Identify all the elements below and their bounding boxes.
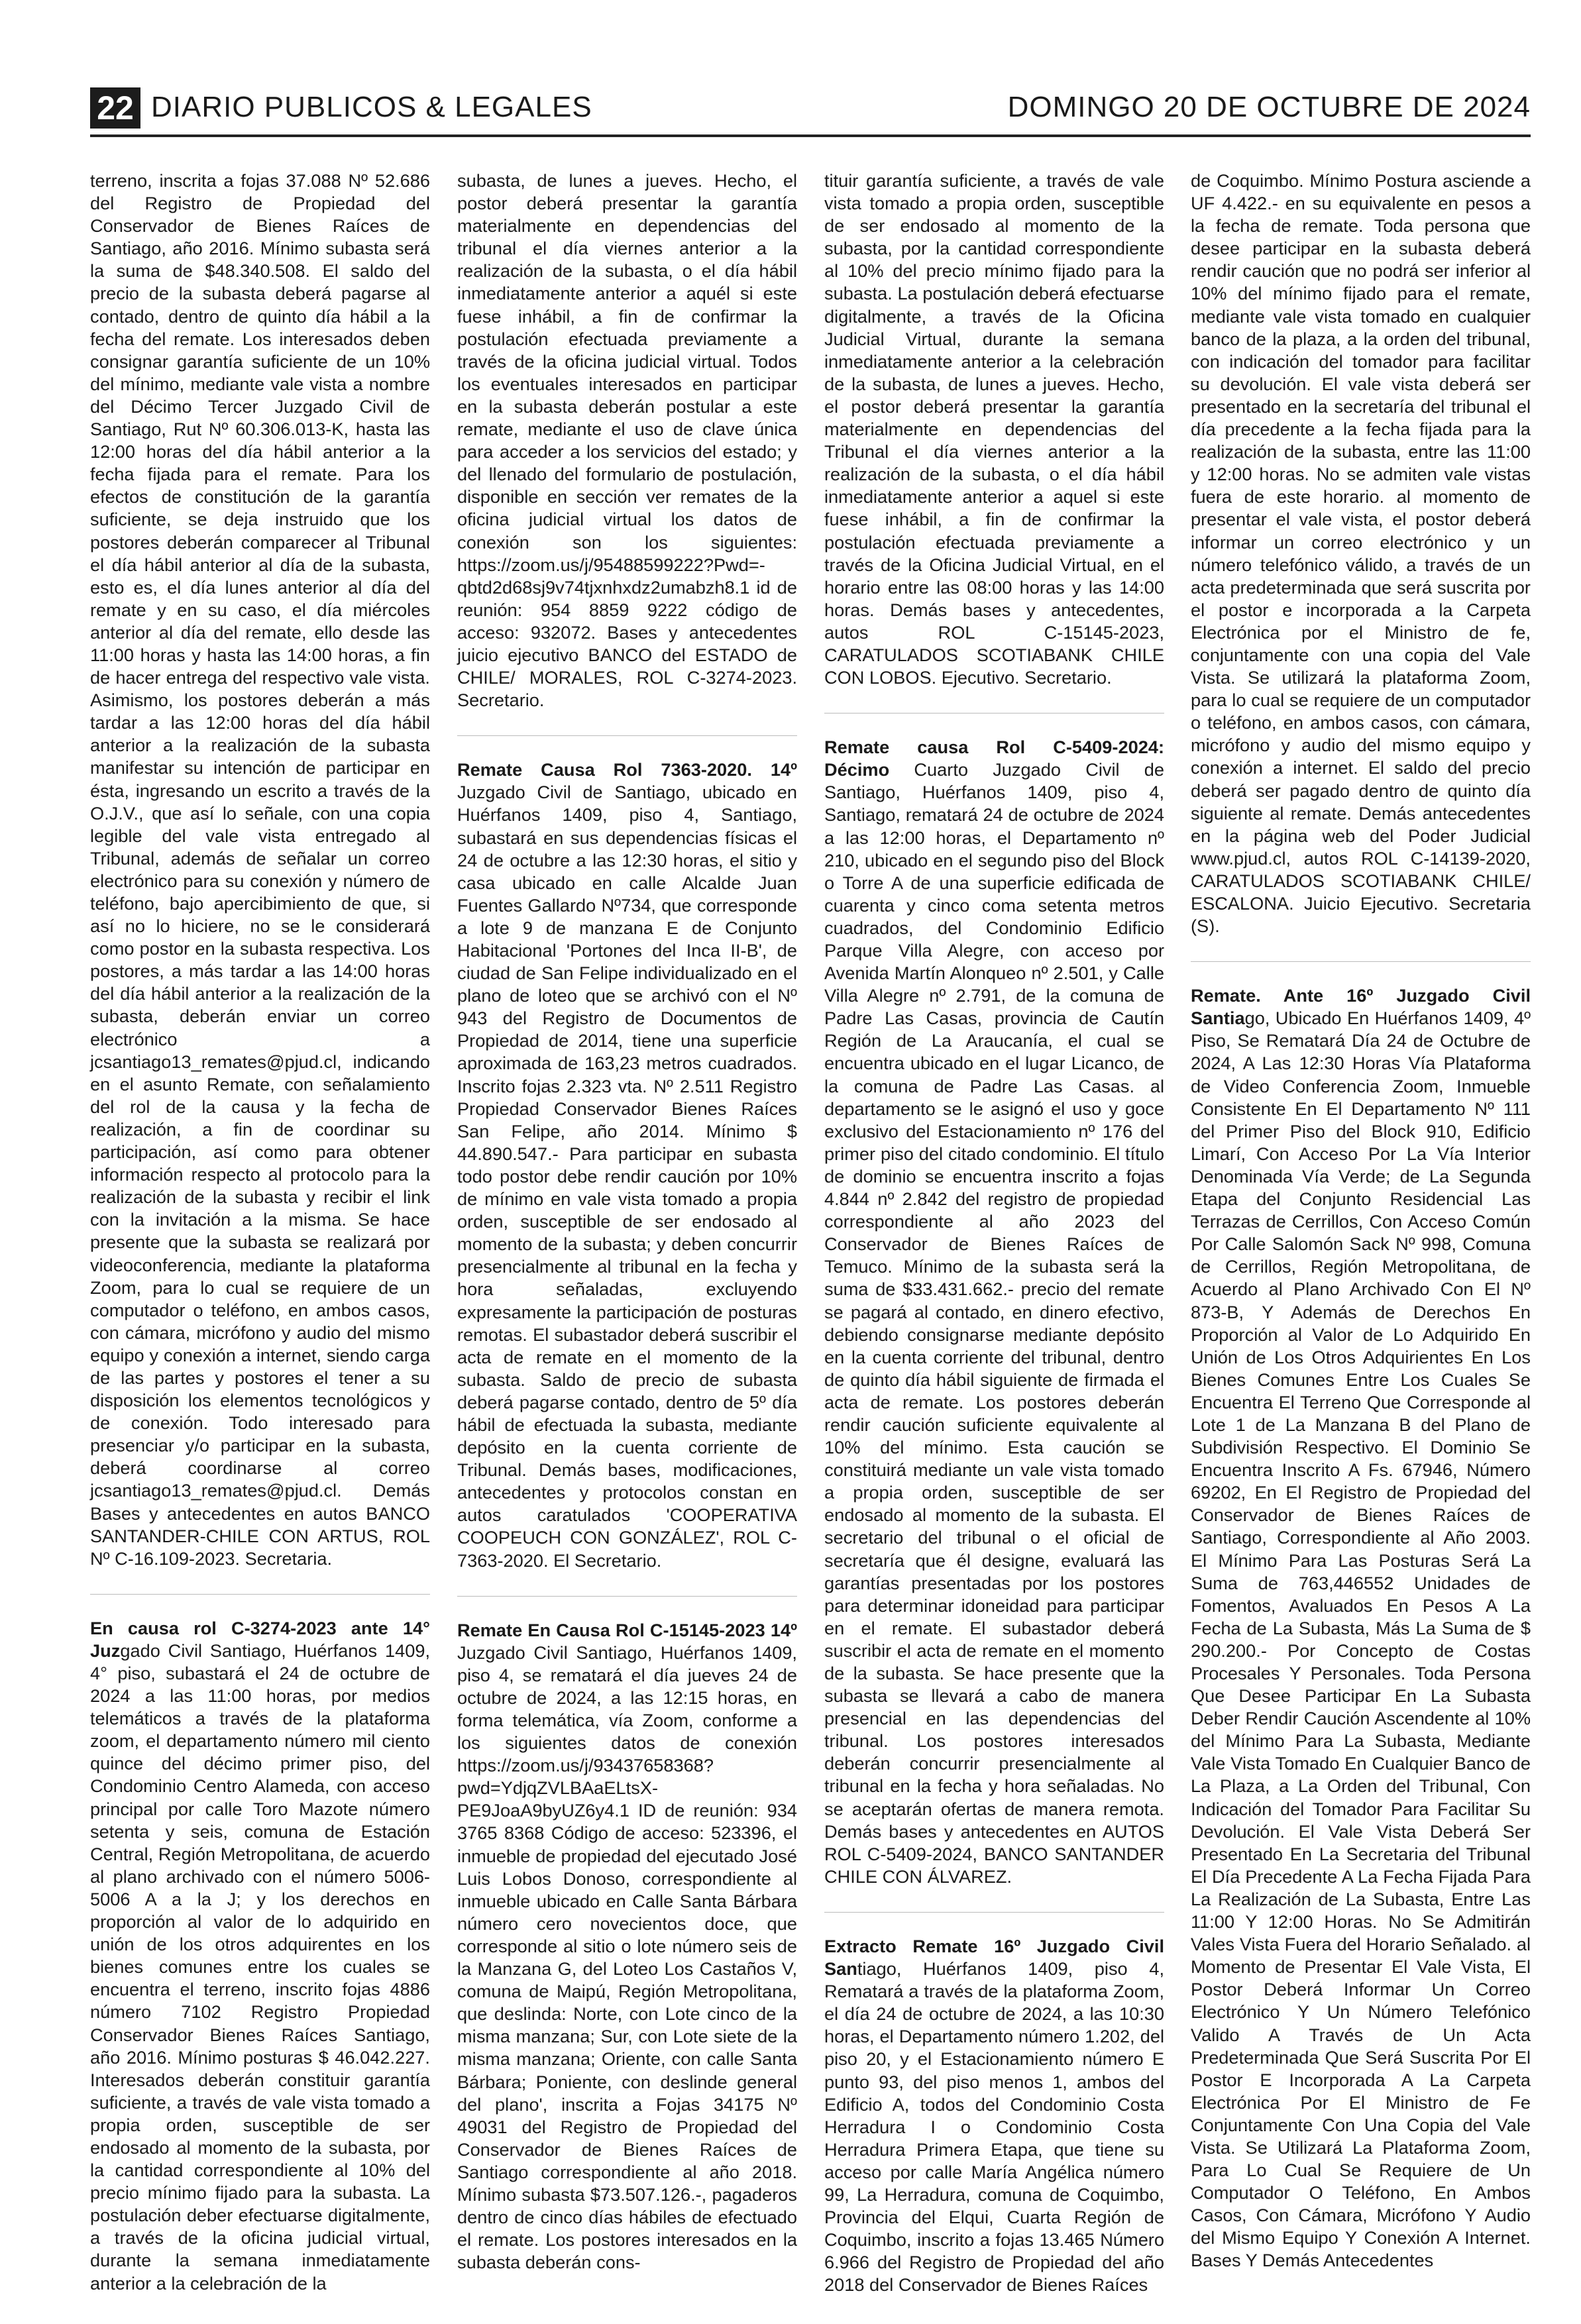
notice-body: Juzgado Civil Santiago, Huérfanos 1409, piso 4, se rematará el día jueves 24 de octubre de 2024, a las 12:15 horas, en forma telemática, vía Zoom, conforme a los siguientes datos de conexión https://zoom.us/j/93437658368?pwd=YdjqZVLBAaELtsX-PE9JoaA9byUZ6y4.1 ID de reunión: 934 3765 8368 Código de acceso: 523396, el inmueble de propiedad del ejecutado José Luis Lobos Donoso, correspondiente al inmueble ubicado en Calle Santa Bárbara número cero novecientos doce, que corresponde al sitio o lote número seis de la Manzana G, del Loteo Los Castaños V, comuna de Maipú, Región Metropolitana, que deslinda: Norte, con Lote cinco de la misma manzana; Sur, con Lote siete de la misma manzana; Oriente, con calle Santa Bárbara; Poniente, con deslinde general del plano', inscrita a Fojas 34175 Nº 49031 del Registro de Propiedad del Conservador de Bienes Raíces de Santiago correspondiente al año 2018. Mínimo subasta $73.507.126.-, pagaderos dentro de cinco días hábiles de efectuado el remate. Los postores interesados en la subasta deberán cons- xyxy=(457,1642,797,2273)
notices-columns xyxy=(90,170,1531,2296)
legal-notice xyxy=(824,713,1164,1888)
notice-lead: Remate causa Rol C-5409-2024: Décimo xyxy=(824,737,1164,780)
legal-notice: de Coquimbo. Mínimo Postura asciende a UF 4.422.- en su equivalente en pesos a la fecha de remate. Toda persona que desee participar en la subasta deberá rendir caución que no podrá ser inferior al 10% del mínimo fijado para el remate, mediante vale vista tomado en cualquier banco de la plaza, a la orden del tribunal, con indicación del tomador para facilitar su devolución. El vale vista deberá ser presentado en la secretaría del tribunal el día precedente a la fecha fijada para la realización de la subasta, entre las 11:00 y 12:00 horas. No se admiten vale vistas fuera de este horario. al momento de presentar el vale vista, el postor deberá informar un correo electrónico y un número telefónico válido, a través de un acta predeterminada que será suscrita por el postor e incorporada a la Carpeta Electrónica por el Ministro de fe, conjuntamente con una copia del Vale Vista. Se utilizará la plataforma Zoom, para lo cual se requiere de un computador o teléfono, en ambos casos, con cámara, micrófono y audio del mismo equipo y conexión a internet. El saldo del precio deberá ser pagado dentro de quinto día siguiente al remate. Demás antecedentes en la página web del Poder Judicial www.pjud.cl, autos ROL C-14139-2020, CARATULADOS SCOTIABANK CHILE/ ESCALONA. Juicio Ejecutivo. Secretaria (S). xyxy=(1191,170,1531,937)
notice-body: gado Civil Santiago, Huérfanos 1409, 4° piso, subastará el 24 de octubre de 2024 a las 11:00 horas, por medios telemáticos a través de la plataforma zoom, el departamento número mil ciento quince del décimo primer piso, del Condominio Centro Alameda, con acceso principal por calle Toro Mazote número setenta y seis, comuna de Estación Central, Región Metropolitana, de acuerdo al plano archivado con el número 5006-5006 A a la J; y los derechos en proporción al valor de lo adquirido en unión de los otros adquirentes en los bienes comunes entre los cuales se encuentra el terreno, inscrito fojas 4886 número 7102 Registro Propiedad Conservador Bienes Raíces Santiago, año 2016. Mínimo posturas $ 46.042.227. Interesados deberán constituir garantía suficiente, a través de vale vista tomado a propia orden, susceptible de ser endosado al momento de la subasta, por la cantidad correspondiente al 10% del precio mínimo fijado para la subasta. La postulación deber efectuarse digitalmente, a través de la oficina judicial virtual, durante la semana inmediatamente anterior a la celebración de la xyxy=(90,1640,430,2294)
header-rule xyxy=(90,134,1531,137)
page-header xyxy=(90,85,1531,131)
notice-body: Cuarto Juzgado Civil de Santiago, Huérfanos 1409, piso 4, Santiago, rematará 24 de octubre de 2024 a las 12:00 horas, el Departamento nº 210, ubicado en el segundo piso del Block o Torre A de una superficie edificada de cuarenta y cinco coma setenta metros cuadrados, del Condominio Edificio Parque Villa Alegre, con acceso por Avenida Martín Alonqueo nº 2.501, y Calle Villa Alegre nº 2.791, de la comuna de Padre Las Casas, provincia de Cautín Región de La Araucanía, el cual se encuentra ubicado en el lugar Licanco, de la comuna de Padre Las Casas. al departamento se le asignó el uso y goce exclusivo del Estacionamiento nº 176 del primer piso del citado condominio. El título de dominio se encuentra inscrito a fojas 4.844 nº 2.842 del registro de propiedad correspondiente al año 2023 del Conservador de Bienes Raíces de Temuco. Mínimo de la subasta será la suma de $33.431.662.- precio del remate se pagará al contado, en dinero efectivo, debiendo consignarse mediante depósito en la cuenta corriente del tribunal, dentro de quinto día hábil siguiente de firmada el acta de remate. Los postores deberán rendir caución suficiente equivalente al 10% del mínimo. Esta caución se constituirá mediante un vale vista tomado a propia orden, susceptible de ser endosado al momento de la subasta. El secretario del tribunal o el oficial de secretaría que él designe, evaluará las garantías presentadas por los postores para determinar idoneidad para participar en el remate. El subastador deberá suscribir el acta de remate en el momento de la subasta. Se hace presente que la subasta se llevará a cabo de manera presencial en las dependencias del tribunal. Los postores interesados deberán concurrir presencialmente al tribunal en la fecha y hora señaladas. No se aceptarán ofertas de manera remota. Demás bases y antecedentes en AUTOS ROL C-5409-2024, BANCO SANTANDER CHILE CON ÁLVAREZ. xyxy=(824,759,1164,1887)
legal-notice xyxy=(457,1596,797,2274)
notice-lead: En causa rol C-3274-2023 ante 14° Juz xyxy=(90,1617,430,1661)
legal-notice xyxy=(1191,961,1531,2272)
legal-notice: terreno, inscrita a fojas 37.088 Nº 52.686 del Registro de Propiedad del Conservador de Bienes Raíces de Santiago, año 2016. Mínimo subasta será la suma de $48.340.508. El saldo del precio de la subasta deberá pagarse al contado, dentro de quinto día hábil a la fecha del remate. Los interesados deben consignar garantía suficiente de un 10% del mínimo, mediante vale vista a nombre del Décimo Tercer Juzgado Civil de Santiago, Rut Nº 60.306.013-K, hasta las 12:00 horas del día hábil anterior a la fecha fijada para el remate. Para los efectos de constitución de la garantía suficiente, se deja instruido que los postores deberán comparecer al Tribunal el día hábil anterior al día de la subasta, esto es, el día lunes anterior al día del remate y en su caso, el día miércoles anterior al día del remate, ello desde las 11:00 horas y hasta las 14:00 horas, a fin de hacer entrega del respectivo vale vista. Asimismo, los postores deberán a más tardar a las 12:00 horas del día hábil anterior a la realización de la subasta manifestar su intención de participar en ésta, ingresando un escrito a través de la O.J.V., que así lo señale, con una copia legible del vale vista entregado al Tribunal, además de señalar un correo electrónico para su conexión y número de teléfono, bajo apercibimiento de que, si así no lo hiciere, no se le considerará como postor en la subasta respectiva. Los postores, a más tardar a las 14:00 horas del día hábil anterior a la realización de la subasta, deberán enviar un correo electrónico a jcsantiago13_remates@pjud.cl, indicando en el asunto Remate, con señalamiento del rol de la causa y la fecha de realización, a fin de coordinar su participación, así como para obtener información respecto al protocolo para la realización de la subasta y recibir el link con la invitación a la misma. Se hace presente que la subasta se realizará por videoconferencia, mediante la plataforma Zoom, para lo cual se requiere de un computador o teléfono, en ambos casos, con cámara, micrófono y audio del mismo equipo y conexión a internet, siendo carga de las partes y postores el tener a su disposición los elementos tecnológicos y de conexión. Todo interesado para presenciar y/o participar en la subasta, deberá coordinarse al correo jcsantiago13_remates@pjud.cl. Demás Bases y antecedentes en autos BANCO SANTANDER-CHILE CON ARTUS, ROL Nº C-16.109-2023. Secretaria. xyxy=(90,170,430,1569)
legal-notice xyxy=(457,735,797,1571)
notice-lead: Remate. Ante 16º Juzgado Civil Santia xyxy=(1191,985,1531,1029)
page-number: 22 xyxy=(90,87,140,129)
legal-notice xyxy=(90,1594,430,2295)
notice-lead: Remate En Causa Rol C-15145-2023 14º xyxy=(457,1619,797,1640)
column-4 xyxy=(1191,170,1531,2276)
column-2 xyxy=(457,170,797,2276)
notice-body: tiago, Huérfanos 1409, piso 4, Rematará a través de la plataforma Zoom, el día 24 de octubre de 2024, a las 10:30 horas, el Departamento número 1.202, del piso 20, y el Estacionamiento número E punto 93, del piso menos 1, ambos del Edificio A, todos del Condominio Costa Herradura I o Condominio Costa Herradura Primera Etapa, que tiene su acceso por calle María Angélica número 99, La Herradura, comuna de Coquimbo, Provincia del Elqui, Cuarta Región de Coquimbo, inscrito a fojas 13.465 Número 6.966 del Registro de Propiedad del año 2018 del Conservador de Bienes Raíces xyxy=(824,1958,1164,2296)
legal-notice xyxy=(824,1912,1164,2297)
legal-notice: subasta, de lunes a jueves. Hecho, el postor deberá presentar la garantía materialmente en dependencias del tribunal el día viernes anterior a la realización de la subasta, o el día hábil inmediatamente anterior a aquél si este fuese inhábil, a fin de confirmar la postulación efectuada previamente a través de la oficina judicial virtual. Todos los eventuales interesados en participar en la subasta deberán postular a este remate, mediante el uso de clave única para acceder a los servicios del estado; y del llenado del formulario de postulación, disponible en sección ver remates de la oficina judicial virtual los datos de conexión son los siguientes: https://zoom.us/j/95488599222?Pwd=-qbtd2d68sj9v74tjxnhxdz2umabzh8.1 id de reunión: 954 8859 9222 código de acceso: 932072. Bases y antecedentes juicio ejecutivo BANCO del ESTADO de CHILE/ MORALES, ROL C-3274-2023. Secretario. xyxy=(457,170,797,711)
notice-body: go, Ubicado En Huérfanos 1409, 4º Piso, Se Rematará Día 24 de Octubre de 2024, A Las 12:30 Horas Vía Plataforma de Video Conferencia Zoom, Inmueble Consistente En El Departamento Nº 111 del Primer Piso del Block 910, Edificio Limarí, Con Acceso Por La Vía Interior Denominada Vía Verde; de La Segunda Etapa del Conjunto Residencial Las Terrazas de Cerrillos, Con Acceso Común Por Calle Salomón Sack Nº 998, Comuna de Cerrillos, Región Metropolitana, de Acuerdo al Plano Archivado Con El Nº 873-B, Y Además de Derechos En Proporción al Valor de Lo Adquirido En Unión de Los Otros Adquirientes En Los Bienes Comunes Entre Los Cuales Se Encuentra El Terreno Que Corresponde al Lote 1 de La Manzana B del Plano de Subdivisión Respectivo. El Dominio Se Encuentra Inscrito A Fs. 67946, Número 69202, En El Registro de Propiedad del Conservador de Bienes Raíces de Santiago, Correspondiente al Año 2003. El Mínimo Para Las Posturas Será La Suma de 763,446552 Unidades de Fomentos, Avaluados En Pesos A La Fecha de La Subasta, Más La Suma de $ 290.200.- Por Concepto de Costas Procesales Y Personales. Toda Persona Que Desee Participar En La Subasta Deber Rendir Caución Ascendente al 10% del Mínimo Para La Subasta, Mediante Vale Vista Tomado En Cualquier Banco de La Plaza, a La Orden del Tribunal, Con Indicación del Tomador Para Facilitar Su Devolución. El Vale Vista Deberá Ser Presentado En La Secretaria del Tribunal El Día Precedente A La Fecha Fijada Para La Realización de La Subasta, Entre Las 11:00 Y 12:00 Horas. No Se Admitirán Vales Vista Fuera del Horario Señalado. al Momento de Presentar El Vale Vista, El Postor Deberá Informar Un Correo Electrónico Y Un Número Telefónico Valido A Través de Un Acta Predeterminada Que Será Suscrita Por El Postor E Incorporada A La Carpeta Electrónica Por El Ministro de Fe Conjuntamente Con Una Copia del Vale Vista. Se Utilizará La Plataforma Zoom, Para Lo Cual Se Requiere de Un Computador O Teléfono, En Ambos Casos, Con Cámara, Micrófono Y Audio del Mismo Equipo Y Conexión A Internet. Bases Y Demás Antecedentes xyxy=(1191,1008,1531,2271)
column-3 xyxy=(824,170,1164,2296)
notice-lead: Extracto Remate 16º Juzgado Civil San xyxy=(824,1935,1164,1980)
notice-body: Juzgado Civil de Santiago, ubicado en Huérfanos 1409, piso 4, Santiago, subastará en sus dependencias físicas el 24 de octubre a las 12:30 horas, el sitio y casa ubicado en calle Alcalde Juan Fuentes Gallardo Nº734, que corresponde a lote 9 de manzana E de Conjunto Habitacional 'Portones del Inca II-B', de ciudad de San Felipe individualizado en el plano de loteo que se archivó con el Nº 943 del Registro de Documentos de Propiedad de 2014, tiene una superficie aproximada de 163,23 metros cuadrados. Inscrito fojas 2.323 vta. Nº 2.511 Registro Propiedad Conservador Bienes Raíces San Felipe, año 2014. Mínimo $ 44.890.547.- Para participar en subasta todo postor debe rendir caución por 10% de mínimo en vale vista tomado a propia orden, susceptible de ser endosado al momento de la subasta; y deben concurrir presencialmente al tribunal en la fecha y hora señaladas, excluyendo expresamente la participación de posturas remotas. El subastador deberá suscribir el acta de remate en el momento de la subasta. Saldo de precio de subasta deberá pagarse contado, dentro de 5º día hábil de efectuada la subasta, mediante depósito en la cuenta corriente de Tribunal. Demás bases, modificaciones, antecedentes y protocolos constan en autos caratulados 'COOPERATIVA COOPEUCH CON GONZÁLEZ', ROL C-7363-2020. El Secretario. xyxy=(457,782,797,1571)
publication-title: DIARIO PUBLICOS & LEGALES xyxy=(151,91,592,123)
column-1 xyxy=(90,170,430,2294)
notice-lead: Remate Causa Rol 7363-2020. 14º xyxy=(457,759,797,780)
publication-date: DOMINGO 20 DE OCTUBRE DE 2024 xyxy=(1007,91,1531,123)
legal-notice: tituir garantía suficiente, a través de vale vista tomado a propia orden, susceptible de ser endosado al momento de la subasta, por la cantidad correspondiente al 10% del precio mínimo fijado para la subasta. La postulación deberá efectuarse digitalmente, a través de la Oficina Judicial Virtual, durante la semana inmediatamente anterior a la celebración de la subasta, de lunes a jueves. Hecho, el postor deberá presentar la garantía materialmente en dependencias del Tribunal el día viernes anterior a la realización de la subasta, o el día hábil inmediatamente anterior a aquel si este fuese inhábil, a fin de confirmar la postulación efectuada previamente a través de la Oficina Judicial Virtual, en el horario entre las 08:00 horas y las 14:00 horas. Demás bases y antecedentes, autos ROL C-15145-2023, CARATULADOS SCOTIABANK CHILE CON LOBOS. Ejecutivo. Secretario. xyxy=(824,170,1164,688)
